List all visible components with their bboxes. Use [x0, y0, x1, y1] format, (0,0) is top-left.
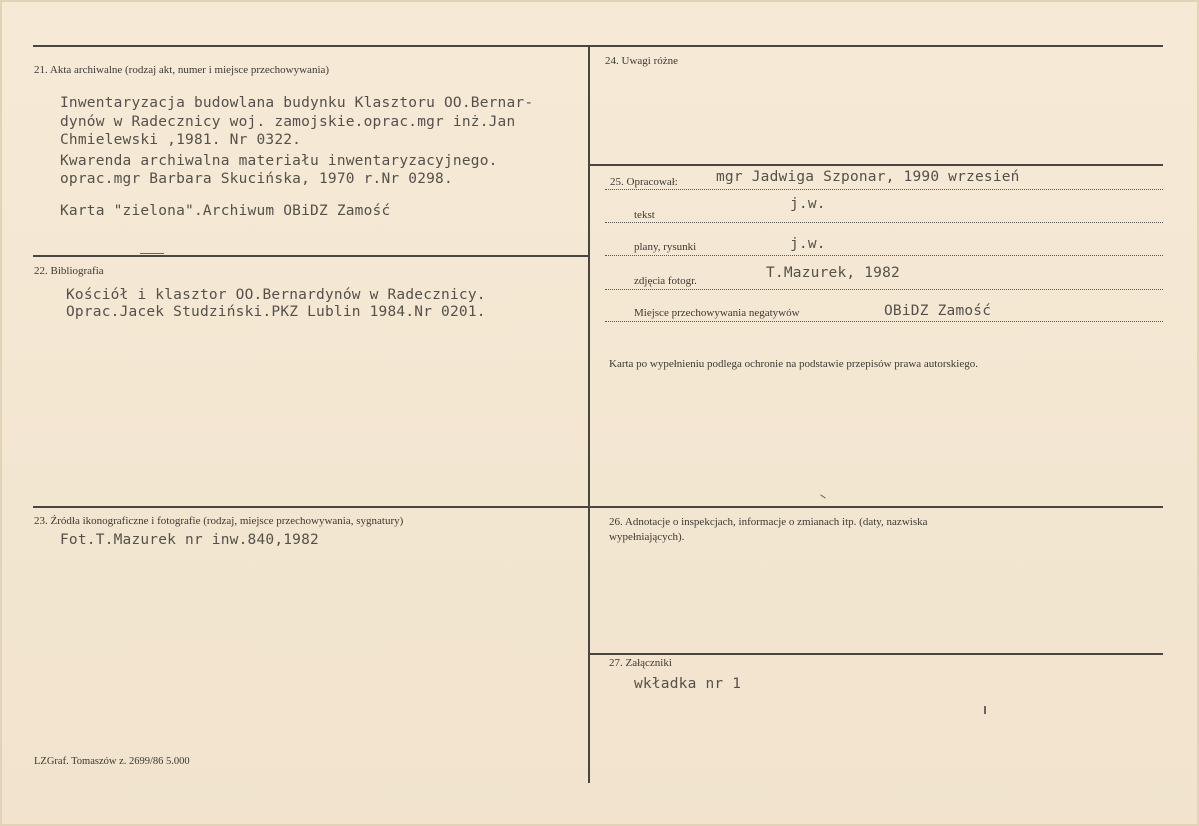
plans-value: j.w.	[790, 236, 826, 252]
plans-label: plany, rysunki	[634, 241, 697, 253]
bibliography-line-2: Oprac.Jacek Studziński.PKZ Lublin 1984.Nr 0201.	[66, 304, 486, 320]
column-divider	[588, 45, 590, 783]
section-21-label: 21. Akta archiwalne (rodzaj akt, numer i miejsce przechowywania)	[34, 64, 330, 76]
photos-label: zdjęcia fotogr.	[634, 275, 697, 287]
stray-mark	[820, 494, 825, 498]
text-value: j.w.	[790, 196, 826, 212]
plans-dotline	[605, 255, 1163, 256]
top-rule	[33, 45, 1163, 47]
prepared-by-value: mgr Jadwiga Szponar, 1990 wrzesień	[716, 169, 1020, 185]
text-dotline	[605, 222, 1163, 223]
section-24-label: 24. Uwagi różne	[605, 55, 679, 67]
archive-line-1: Inwentaryzacja budowlana budynku Klasztoru OO.Bernar-	[60, 95, 534, 111]
archive-line-4: Kwarenda archiwalna materiału inwentaryzacyjnego.	[60, 153, 498, 169]
archive-line-2: dynów w Radecznicy woj. zamojskie.oprac.mgr inż.Jan	[60, 114, 516, 130]
attachments-value: wkładka nr 1	[634, 676, 742, 692]
archive-line-6: Karta "zielona".Archiwum OBiDZ Zamość	[60, 203, 391, 219]
photos-value: T.Mazurek, 1982	[766, 265, 900, 281]
negatives-value: OBiDZ Zamość	[884, 303, 992, 319]
negatives-dotline	[605, 321, 1163, 322]
copyright-note: Karta po wypełnieniu podlega ochronie na podstawie przepisów prawa autorskiego.	[609, 358, 978, 370]
rule-26-top	[590, 506, 1163, 508]
archive-line-5: oprac.mgr Barbara Skucińska, 1970 r.Nr 0298.	[60, 171, 453, 187]
negatives-label: Miejsce przechowywania negatywów	[634, 307, 800, 319]
rule-22-top	[33, 255, 588, 257]
prepared-by-dotline	[605, 189, 1163, 190]
bibliography-line-1: Kościół i klasztor OO.Bernardynów w Radecznicy.	[66, 287, 486, 303]
text-label: tekst	[634, 209, 655, 221]
archive-line-3: Chmielewski ,1981. Nr 0322.	[60, 132, 302, 148]
section-26-label: 26. Adnotacje o inspekcjach, informacje o zmianach itp. (daty, nazwiska wypełniających).	[609, 516, 928, 543]
section-27-label: 27. Załączniki	[609, 657, 672, 669]
printer-imprint: LZGraf. Tomaszów z. 2699/86 5.000	[34, 756, 190, 767]
photo-source-line-1: Fot.T.Mazurek nr inw.840,1982	[60, 532, 319, 548]
stray-mark	[140, 253, 164, 254]
section-25-label: 25. Opracował:	[610, 176, 678, 188]
section-22-label: 22. Bibliografia	[34, 265, 104, 277]
rule-27-top	[590, 653, 1163, 655]
section-23-label: 23. Źródła ikonograficzne i fotografie (rodzaj, miejsce przechowywania, sygnatury)	[34, 515, 404, 527]
rule-25-top	[590, 164, 1163, 166]
stray-mark	[984, 706, 986, 714]
rule-23-top	[33, 506, 588, 508]
photos-dotline	[605, 289, 1163, 290]
